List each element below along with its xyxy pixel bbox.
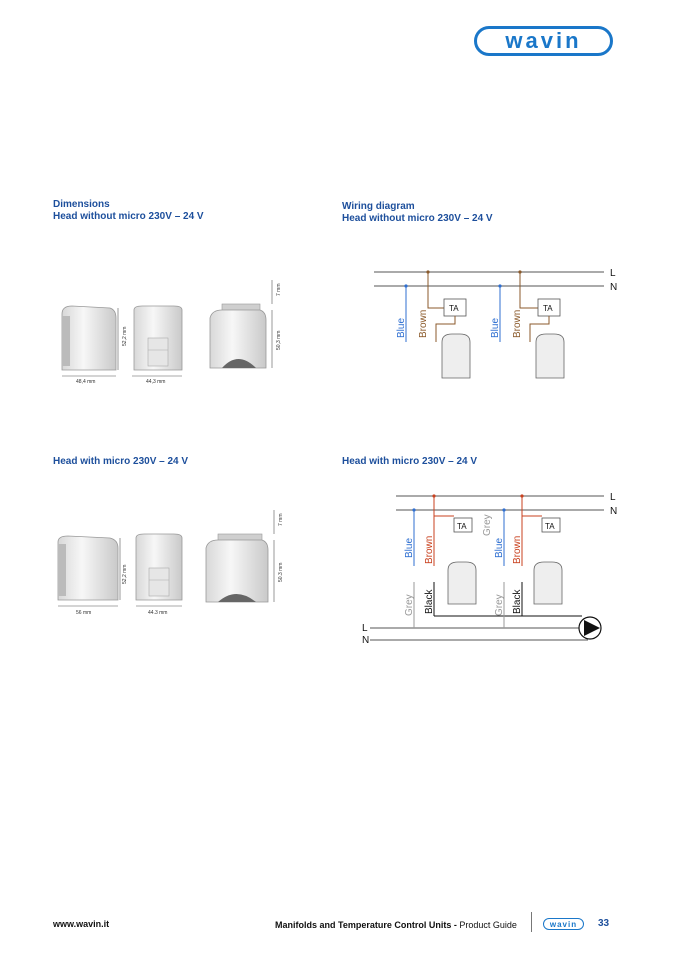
dim-height-c: 50,3 mm — [276, 330, 282, 350]
wiring-heading — [342, 201, 493, 225]
actuator-side-view — [58, 536, 118, 600]
circuit-1 — [396, 270, 470, 378]
footer-wavin-logo: wavin — [543, 918, 584, 930]
footer-title-rest: Product Guide — [456, 920, 517, 930]
dimensions-heading — [53, 199, 204, 223]
line-l-label: L — [610, 268, 616, 279]
wiring-diagram-bottom — [356, 486, 622, 646]
dim-width-b: 44,3 mm — [146, 379, 166, 385]
actuator-front-view — [136, 534, 182, 600]
ta-label: TA — [449, 304, 459, 313]
grey-wire-label: Grey — [404, 594, 415, 616]
wavin-logo: wavin — [474, 26, 613, 56]
wiring-subtitle: Head without micro 230V – 24 V — [342, 213, 493, 224]
pump-symbol — [579, 617, 601, 639]
actuator-front-view — [134, 306, 182, 370]
actuator-side-view — [62, 306, 116, 370]
line-l-label: L — [610, 492, 616, 503]
dimensions-drawing-bottom — [50, 508, 290, 620]
dimensions-title: Dimensions — [53, 199, 110, 210]
black-wire-label: Black — [512, 589, 523, 614]
dim-width-b: 44.3 mm — [148, 610, 168, 616]
wiring-title: Wiring diagram — [342, 201, 415, 212]
footer-url[interactable]: www.wavin.it — [53, 919, 110, 929]
circuit-2 — [482, 494, 562, 628]
wiring-diagram-top — [360, 262, 622, 390]
dimensions-subtitle: Head without micro 230V – 24 V — [53, 211, 204, 222]
brown-wire-label: Brown — [512, 535, 523, 564]
dim-width-a: 56 mm — [76, 610, 92, 616]
dim-width-a: 48,4 mm — [76, 379, 96, 385]
black-wire-label: Black — [424, 589, 435, 614]
head-with-micro-wiring-heading: Head with micro 230V – 24 V — [342, 456, 478, 467]
dim-top: 7 mm — [276, 283, 282, 296]
brown-wire-label: Brown — [424, 535, 435, 564]
brown-wire-label: Brown — [512, 309, 523, 338]
dimensions-drawing-top — [50, 276, 290, 388]
grey-wire-label: Grey — [482, 514, 493, 536]
blue-wire-label: Blue — [490, 317, 501, 338]
brown-wire-label: Brown — [418, 309, 429, 338]
actuator-3d-view — [210, 304, 266, 368]
line-n2-label: N — [362, 635, 370, 646]
ta-label: TA — [457, 522, 467, 531]
footer-title — [275, 920, 517, 930]
footer-divider — [531, 912, 532, 932]
circuit-1 — [404, 494, 582, 628]
line-n-label: N — [610, 506, 618, 517]
ta-label: TA — [545, 522, 555, 531]
blue-wire-label: Blue — [494, 537, 505, 558]
dim-height-a: 52,2 mm — [122, 326, 128, 346]
blue-wire-label: Blue — [404, 537, 415, 558]
page-number: 33 — [598, 918, 610, 929]
dim-height-a: 52,2 mm — [122, 564, 128, 584]
blue-wire-label: Blue — [396, 317, 407, 338]
circuit-2 — [490, 270, 564, 378]
line-n-label: N — [610, 282, 618, 293]
ta-label: TA — [543, 304, 553, 313]
dim-top: 7 mm — [278, 513, 284, 526]
head-with-micro-dims-heading: Head with micro 230V – 24 V — [53, 456, 189, 467]
line-l2-label: L — [362, 623, 368, 634]
actuator-3d-view — [206, 534, 268, 602]
dim-height-c: 50.3 mm — [278, 562, 284, 582]
footer-title-bold: Manifolds and Temperature Control Units - — [275, 920, 457, 930]
grey-wire-label: Grey — [494, 594, 505, 616]
